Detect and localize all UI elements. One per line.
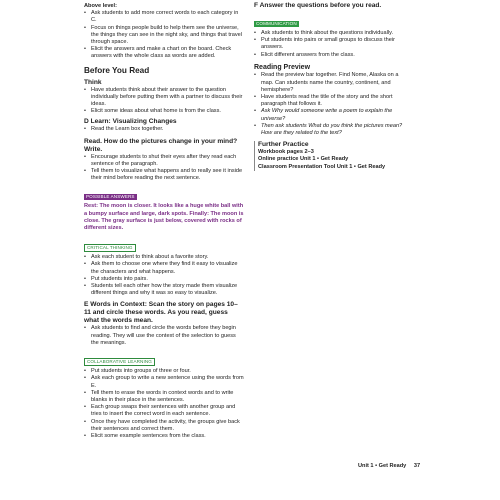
list-item: • Ask Why would someone write a poem to explain the universe? bbox=[254, 108, 406, 122]
list-item: • Tell them to erase the words in context words and to write blanks in their place in the sentences. bbox=[84, 390, 244, 404]
footer-unit-label: Unit 1 • Get Ready bbox=[358, 463, 407, 469]
left-column bbox=[84, 0, 244, 440]
critical-thinking-list bbox=[84, 254, 244, 297]
section-d-list bbox=[84, 126, 244, 133]
list-item: • Tell them to visualize what happens and to really see it inside their mind before reading the next sentence. bbox=[84, 168, 244, 182]
list-item: • Students tell each other how the story made them visualize different things and why it was so easy to visualize. bbox=[84, 283, 244, 297]
section-f-heading: F Answer the questions before you read. bbox=[254, 2, 382, 9]
think-list bbox=[84, 87, 244, 116]
list-item: • Ask students to think about the questions individually. bbox=[254, 30, 406, 37]
list-item: • Ask each group to write a new sentence using the words from E. bbox=[84, 375, 244, 389]
possible-answers-badge: POSSIBLE ANSWERS bbox=[86, 194, 135, 200]
section-e-heading: E Words in Context: Scan the story on pages 10–11 and circle these words. As you read, guess what the words mean. bbox=[84, 301, 238, 325]
list-item: • Ask students to find and circle the words before they begin reading. They will use the context of the selection to guess the meanings. bbox=[84, 325, 244, 347]
list-item: • Then ask students What do you think the pictures mean? How are they related to the text? bbox=[254, 123, 406, 137]
list-item: • Encourage students to shut their eyes after they read each sentence of the paragraph. bbox=[84, 154, 244, 168]
list-item: • Have students think about their answer to the question individually before putting them with a partner to discuss their ideas. bbox=[84, 87, 244, 109]
further-practice-line: Classroom Presentation Tool Unit 1 • Get Ready bbox=[258, 163, 386, 170]
right-column bbox=[254, 0, 406, 171]
collaborative-learning-list bbox=[84, 368, 244, 440]
further-practice-line: Workbook pages 2–3 bbox=[258, 149, 314, 156]
list-item: • Read the Learn box together. bbox=[84, 126, 244, 133]
reading-preview-list bbox=[254, 72, 406, 137]
list-item: • Ask them to choose one where they find it easy to visualize the characters and what happens. bbox=[84, 261, 244, 275]
section-f-list bbox=[254, 30, 406, 59]
list-item: • Put students into pairs. bbox=[84, 276, 244, 283]
reading-preview-heading: Reading Preview bbox=[254, 63, 311, 71]
list-item: • Put students into groups of three or four. bbox=[84, 368, 244, 375]
communication-badge: COMMUNICATION bbox=[256, 21, 297, 26]
list-item: • Elicit different answers from the class. bbox=[254, 52, 406, 59]
list-item: • Once they have completed the activity, the groups give back their sentences and correct them. bbox=[84, 419, 244, 433]
critical-thinking-badge: CRITICAL THINKING bbox=[84, 244, 136, 252]
page-number: 37 bbox=[413, 463, 421, 469]
read-list bbox=[84, 154, 244, 183]
further-practice-heading: Further Practice bbox=[258, 141, 309, 149]
collaborative-learning-badge: COLLABORATIVE LEARNING bbox=[84, 358, 155, 366]
list-item: • Elicit the answers and make a chart on the board. Check answers with the whole class as words are added. bbox=[84, 46, 244, 60]
page-footer bbox=[358, 463, 426, 469]
above-level-list bbox=[84, 10, 244, 60]
list-item: • Read the preview bar together. Find Nome, Alaska on a map. Can students name the country, continent, and hemisphere? bbox=[254, 72, 406, 94]
list-item: • Each group swaps their sentences with another group and tries to insert the correct word in each sentence. bbox=[84, 404, 244, 418]
list-item: • Focus on things people build to help them see the universe, the things they can see in the night sky, and things that travel through space. bbox=[84, 25, 244, 47]
further-practice-line: Online practice Unit 1 • Get Ready bbox=[258, 156, 349, 163]
further-practice-box bbox=[254, 141, 406, 171]
read-heading: Read. How do the pictures change in your mind? Write. bbox=[84, 137, 238, 153]
section-e-list bbox=[84, 325, 244, 347]
list-item: • Elicit some example sentences from the class. bbox=[84, 433, 244, 440]
list-item: • Ask students to add more correct words to each category in C. bbox=[84, 10, 244, 24]
above-level-heading: Above level: bbox=[84, 3, 117, 9]
list-item: • Elicit some ideas about what home is from the class. bbox=[84, 108, 244, 115]
list-item: • Put students into pairs or small groups to discuss their answers. bbox=[254, 37, 406, 51]
think-heading: Think bbox=[84, 78, 102, 86]
before-you-read-heading: Before You Read bbox=[84, 65, 150, 75]
section-d-heading: D Learn: Visualizing Changes bbox=[84, 118, 177, 126]
possible-answers-text: Rest: The moon is closer. It looks like a huge white ball with a bumpy surface and large, dark spots. Finally: The moon is close. The gray surface is just below, covered with rocks of different sizes. bbox=[84, 203, 244, 232]
list-item: • Ask each student to think about a favorite story. bbox=[84, 254, 244, 261]
list-item: • Have students read the title of the story and the short paragraph that follows it. bbox=[254, 94, 406, 108]
